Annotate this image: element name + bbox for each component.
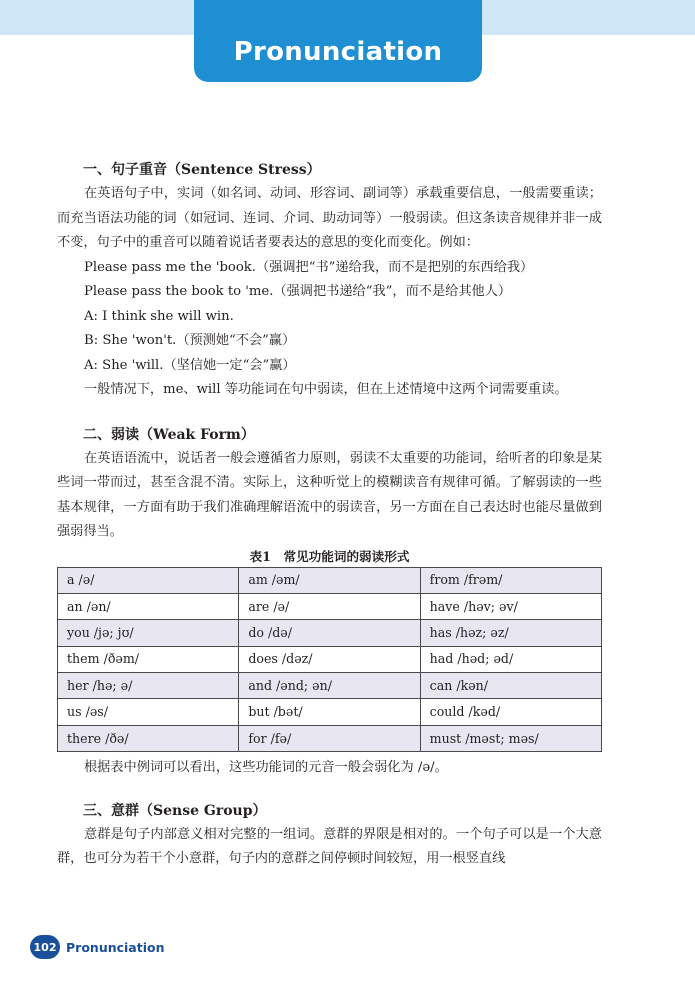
section-heading-weak-form: 二、弱读（Weak Form） — [83, 426, 255, 443]
page-body — [57, 158, 602, 872]
table-row — [58, 620, 602, 646]
table-cell: us /əs/ — [58, 699, 239, 725]
table-row — [58, 673, 602, 699]
table-cell: there /ðə/ — [58, 725, 239, 751]
table-cell: had /həd; əd/ — [420, 646, 601, 672]
table-cell: am /əm/ — [239, 567, 420, 593]
table-cell: you /jə; jʊ/ — [58, 620, 239, 646]
example-line: A: I think she will win. — [84, 308, 234, 324]
section-heading-sense-group: 三、意群（Sense Group） — [83, 802, 267, 819]
table-cell: do /də/ — [239, 620, 420, 646]
example-line: 一般情况下，me、will 等功能词在句中弱读，但在上述情境中这两个词需要重读。 — [84, 382, 568, 397]
chapter-title-tab — [194, 0, 482, 82]
table-cell: must /məst; məs/ — [420, 725, 601, 751]
weak-form-paragraph: 在英语语流中，说话者一般会遵循省力原则，弱读不太重要的功能词，给听者的印象是某些词一带而过，甚至含混不清。实际上，这种听觉上的模糊读音有规律可循。了解弱读的一些基本规律，一方面有助于我们准确理解语流中的弱读音，另一方面在自己表达时也能尽量做到强弱得当。 — [57, 450, 602, 539]
table-cell: but /bət/ — [239, 699, 420, 725]
table-cell: for /fə/ — [239, 725, 420, 751]
table-cell: from /frəm/ — [420, 567, 601, 593]
table-cell: them /ðəm/ — [58, 646, 239, 672]
table-cell: does /dəz/ — [239, 646, 420, 672]
sentence-stress-paragraph: 在英语句子中，实词（如名词、动词、形容词、副词等）承载重要信息，一般需要重读；而充当语法功能的词（如冠词、连词、介词、助动词等）一般弱读。但这条读音规律并非一成不变，句子中的重音可以随着说话者要表达的意思的变化而变化。例如： — [57, 186, 602, 250]
table-row — [58, 646, 602, 672]
chapter-title: Pronunciation — [233, 37, 443, 67]
table-cell: has /həz; əz/ — [420, 620, 601, 646]
table-cell: are /ə/ — [239, 593, 420, 619]
example-line: Please pass me the 'book.（强调把“书”递给我，而不是把别的东西给我） — [84, 259, 534, 275]
page-number-badge: 102 — [30, 935, 60, 959]
table-row — [58, 593, 602, 619]
table-summary: 根据表中例词可以看出，这些功能词的元音一般会弱化为 /ə/。 — [84, 760, 448, 776]
table-cell: her /hə; ə/ — [58, 673, 239, 699]
sense-group-paragraph: 意群是句子内部意义相对完整的一组词。意群的界限是相对的。一个句子可以是一个大意群，也可分为若干个小意群，句子内的意群之间停顿时间较短，用一根竖直线 — [57, 826, 602, 867]
table-cell: could /kəd/ — [420, 699, 601, 725]
table-cell: an /ən/ — [58, 593, 239, 619]
page-footer — [30, 935, 165, 959]
table-cell: and /ənd; ən/ — [239, 673, 420, 699]
table-row — [58, 725, 602, 751]
table-row — [58, 567, 602, 593]
table-row — [58, 699, 602, 725]
table-cell: have /həv; əv/ — [420, 593, 601, 619]
example-line: A: She 'will.（坚信她一定“会”赢） — [84, 357, 296, 373]
table-cell: can /kən/ — [420, 673, 601, 699]
section-heading-sentence-stress: 一、句子重音（Sentence Stress） — [83, 162, 321, 178]
example-line: Please pass the book to 'me.（强调把书递给“我”，而不是给其他人） — [84, 284, 512, 299]
table-cell: a /ə/ — [58, 567, 239, 593]
footer-title: Pronunciation — [66, 939, 165, 955]
weak-form-table — [57, 567, 602, 753]
table-caption: 表1 常见功能词的弱读形式 — [249, 548, 410, 564]
example-line: B: She 'won't.（预测她“不会”赢） — [84, 333, 296, 348]
